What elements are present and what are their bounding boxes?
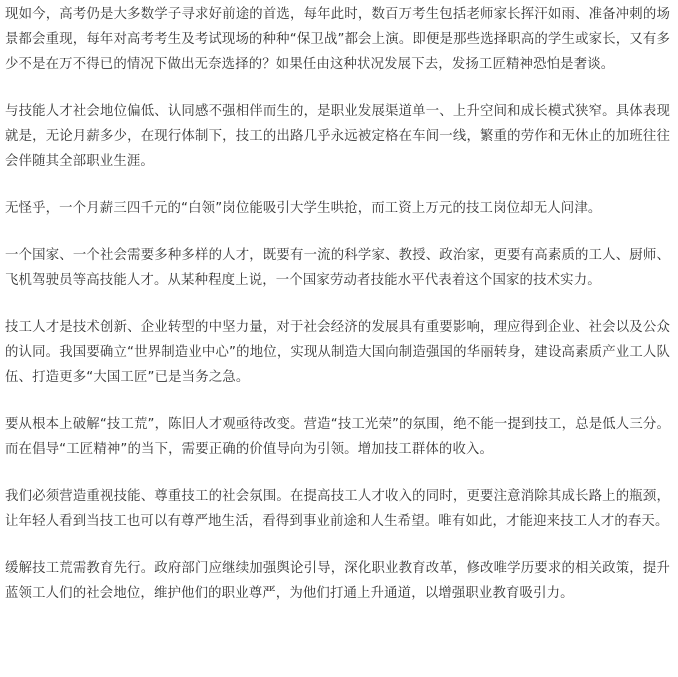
paragraph-3: 无怪乎，一个月薪三四千元的“白领”岗位能吸引大学生哄抢，而工资上万元的技工岗位却无人问津。 xyxy=(5,201,602,216)
paragraph-1: 现如今，高考仍是大多数学子寻求好前途的首选，每年此时，数百万考生包括老师家长挥汗如雨、准备冲刺的场景都会重现，每年对高考考生及考试现场的种种“保卫战”都会上演。即便是那些选择职高的学生或家长，又有多少不是在万不得已的情况下做出无奈选择的？如果任由这种状况发展下去，发扬工匠精神恐怕是奢谈。 xyxy=(5,7,670,72)
paragraph-6: 要从根本上破解“技工荒”，陈旧人才观亟待改变。营造“技工光荣”的氛围，绝不能一提到技工，总是低人三分。而在倡导“工匠精神”的当下，需要正确的价值导向为引领。增加技工群体的收入。 xyxy=(5,417,670,457)
paragraph-8: 缓解技工荒需教育先行。政府部门应继续加强舆论引导，深化职业教育改革，修改唯学历要求的相关政策，提升蓝领工人们的社会地位，维护他们的职业尊严，为他们打通上升通道，以增强职业教育吸引力。 xyxy=(5,561,670,601)
paragraph-7: 我们必须营造重视技能、尊重技工的社会氛围。在提高技工人才收入的同时，更要注意消除其成长路上的瓶颈，让年轻人看到当技工也可以有尊严地生活，看得到事业前途和人生希望。唯有如此，才能迎来技工人才的春天。 xyxy=(5,489,670,529)
paragraph-4: 一个国家、一个社会需要多种多样的人才，既要有一流的科学家、教授、政治家，更要有高素质的工人、厨师、飞机驾驶员等高技能人才。从某种程度上说，一个国家劳动者技能水平代表着这个国家的技术实力。 xyxy=(5,248,670,288)
paragraph-2: 与技能人才社会地位偏低、认同感不强相伴而生的，是职业发展渠道单一、上升空间和成长模式狭窄。具体表现就是，无论月薪多少，在现行体制下，技工的出路几乎永远被定格在车间一线，繁重的劳作和无休止的加班往往会伴随其全部职业生涯。 xyxy=(5,104,670,169)
paragraph-5: 技工人才是技术创新、企业转型的中坚力量，对于社会经济的发展具有重要影响，理应得到企业、社会以及公众的认同。我国要确立“世界制造业中心”的地位，实现从制造大国向制造强国的华丽转身，建设高素质产业工人队伍、打造更多“大国工匠”已是当务之急。 xyxy=(5,320,670,385)
